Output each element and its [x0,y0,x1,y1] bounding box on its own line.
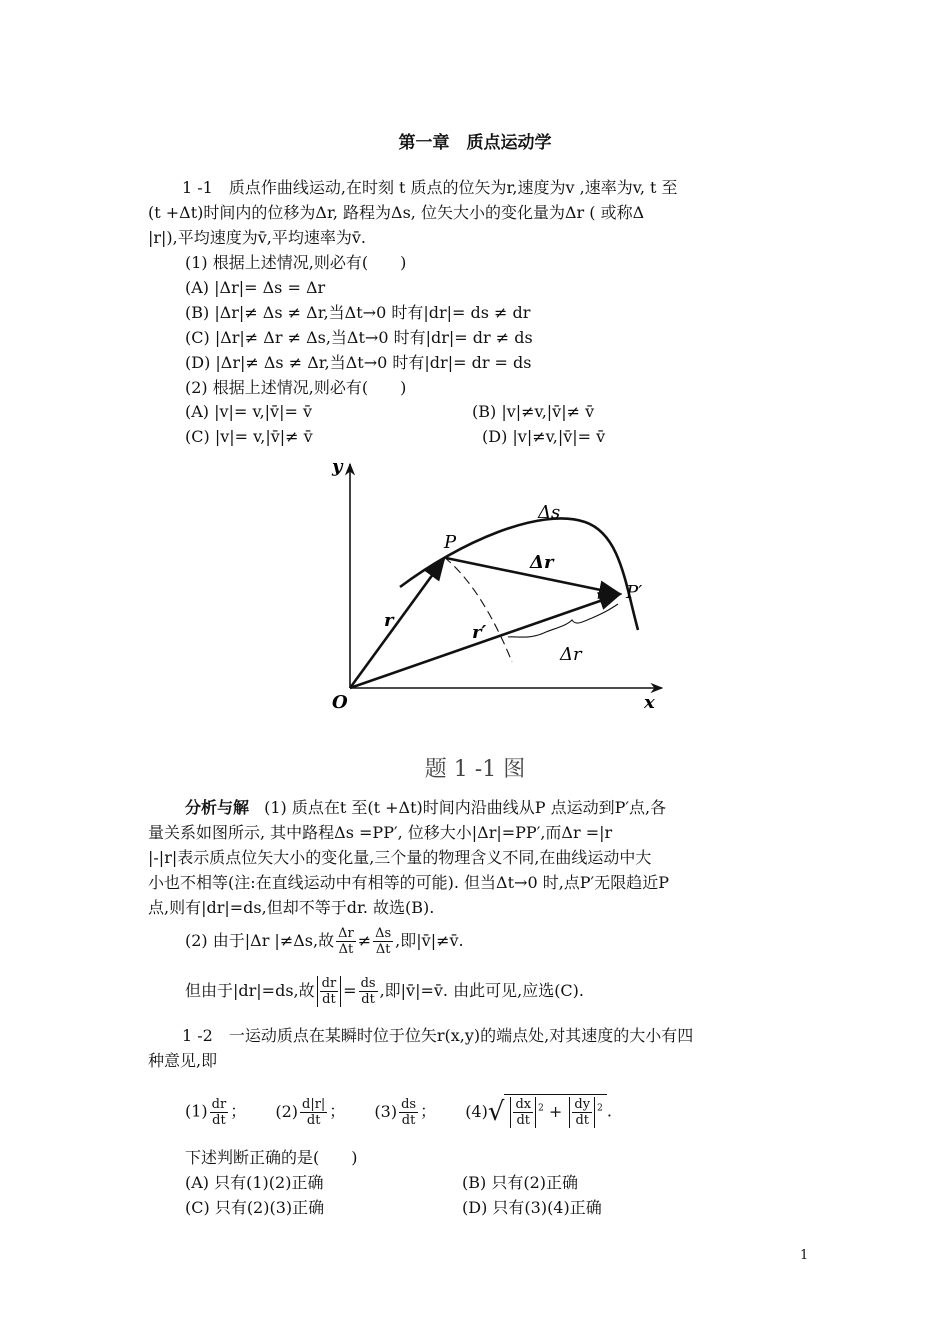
expr-2: $\frac{d|r|}{dt}$ [302,1096,326,1128]
delta-r-brace [508,604,618,637]
q1-line-2: (t +Δt)时间内的位移为Δr, 路程为Δs, 位矢大小的变化量为Δr ( 或称Δ [148,203,645,222]
q1-option-2a: (A) |v|= v,|v̄|= v̄ [185,402,313,421]
q1-option-2c: (C) |v|= v,|v̄|≠ v̄ [185,427,313,446]
expr-1: $\frac{dr}{dt}$ [211,1096,227,1128]
q2-option-c: (C) 只有(2)(3)正确 [185,1198,325,1217]
analysis-line-5: 点,则有|dr|=ds,但却不等于dr. 故选(B). [148,898,435,917]
q1-option-1d: (D) |Δr|≠ Δs ≠ Δr,当Δt→0 时有|dr|= dr = ds [185,353,532,372]
q2-option-a: (A) 只有(1)(2)正确 [185,1173,324,1192]
q2-judge: 下述判断正确的是( ) [185,1148,358,1167]
kinematics-figure [320,452,680,722]
analysis-text-6b: ,即|v̄|≠v̄. [395,931,464,950]
q1-line-3: |r|),平均速度为v̄,平均速率为v̄. [148,228,367,247]
analysis-text-7a: 但由于|dr|=ds,故 [185,981,315,1000]
analysis-text-6a: (2) 由于|Δr |≠Δs,故 [185,931,335,950]
analysis-line-4: 小也不相等(注:在直线运动中有相等的可能). 但当Δt→0 时,点P′无限趋近P [148,873,669,892]
page-number: 1 [800,1248,809,1263]
expr-1-label: (1) [185,1101,208,1121]
chapter-title: 第一章 质点运动学 [398,133,552,153]
figure-caption: 题 1 -1 图 [424,757,526,782]
q1-option-1a: (A) |Δr|= Δs = Δr [185,278,326,297]
q1-option-2b: (B) |v|≠v,|v̄|≠ v̄ [472,402,595,421]
label-delta-s: Δs [538,502,561,523]
expr-4: $\frac{dx}{dt}$ $^2$ + $\frac{dy}{dt}$ $^2$ [504,1094,606,1130]
label-p-prime: P′ [626,582,643,603]
label-r: r [384,610,394,631]
label-delta-r-vector: Δr [530,552,554,573]
fraction-dr-dt: $\frac{\Delta r}{\Delta t}$ [338,926,354,957]
label-p: P [444,532,457,553]
q2-expressions: (1) $\frac{dr}{dt}$ ； (2) $\frac{d|r|}{dt}$ ； (3) $\frac{ds}{dt}$ ； (4)√ $\frac{dx}{dt}$ $^2$ + $\frac{dy}{dt}$ $^2$ . [185,1094,612,1130]
expr-3-label: (3) [374,1101,398,1121]
analysis-line-6 [185,926,464,957]
abs-fraction-dr-dt: $\frac{dr}{dt}$ [317,976,342,1007]
not-equal-sign: ≠ [357,931,372,950]
q1-sub-question-1: (1) 根据上述情况,则必有( ) [185,253,407,272]
analysis-heading: 分析与解 [185,798,250,817]
analysis-line-3: |-|r|表示质点位矢大小的变化量,三个量的物理含义不同,在曲线运动中大 [148,848,652,867]
q1-sub-question-2: (2) 根据上述情况,则必有( ) [185,378,407,397]
q2-option-b: (B) 只有(2)正确 [462,1173,578,1192]
analysis-line-2: 量关系如图所示, 其中路程Δs =PP′, 位移大小|Δr|=PP′,而Δr =|r [148,823,613,842]
analysis-line-1 [185,798,666,818]
analysis-line-7 [185,976,584,1007]
q2-line-2: 种意见,即 [148,1051,218,1070]
fraction-ds-dt-2: $\frac{ds}{dt}$ [360,976,376,1007]
sqrt-sign: √ [487,1097,505,1127]
label-x: x [644,692,655,713]
label-y: y [332,456,343,477]
q1-option-1b: (B) |Δr|≠ Δs ≠ Δr,当Δt→0 时有|dr|= ds ≠ dr [185,303,531,322]
q1-option-1c: (C) |Δr|≠ Δr ≠ Δs,当Δt→0 时有|dr|= dr ≠ ds [185,328,533,347]
q1-line-1: 1 -1 质点作曲线运动,在时刻 t 质点的位矢为r,速度为v ,速率为v, t 至 [182,178,678,197]
radius-arc [444,557,512,662]
label-origin: O [332,692,348,713]
q2-line-1: 1 -2 一运动质点在某瞬时位于位矢r(x,y)的端点处,对其速度的大小有四 [182,1026,694,1045]
analysis-text-7b: ,即|v̄|=v̄. 由此可见,应选(C). [379,981,585,1000]
expr-3: $\frac{ds}{dt}$ [401,1096,417,1128]
position-vector-r [350,559,444,688]
equal-sign: = [343,981,357,1000]
expr-2-label: (2) [275,1101,298,1121]
q2-option-d: (D) 只有(3)(4)正确 [462,1198,602,1217]
q1-option-2d: (D) |v|≠v,|v̄|= v̄ [482,427,606,446]
label-delta-r: Δr [560,644,582,665]
analysis-text-1: (1) 质点在t 至(t +Δt)时间内沿曲线从P 点运动到P′点,各 [264,798,667,817]
fraction-ds-dt: $\frac{\Delta s}{\Delta t}$ [375,926,392,957]
label-r-prime: r′ [472,622,487,643]
expr-4-label: (4) [465,1101,488,1121]
